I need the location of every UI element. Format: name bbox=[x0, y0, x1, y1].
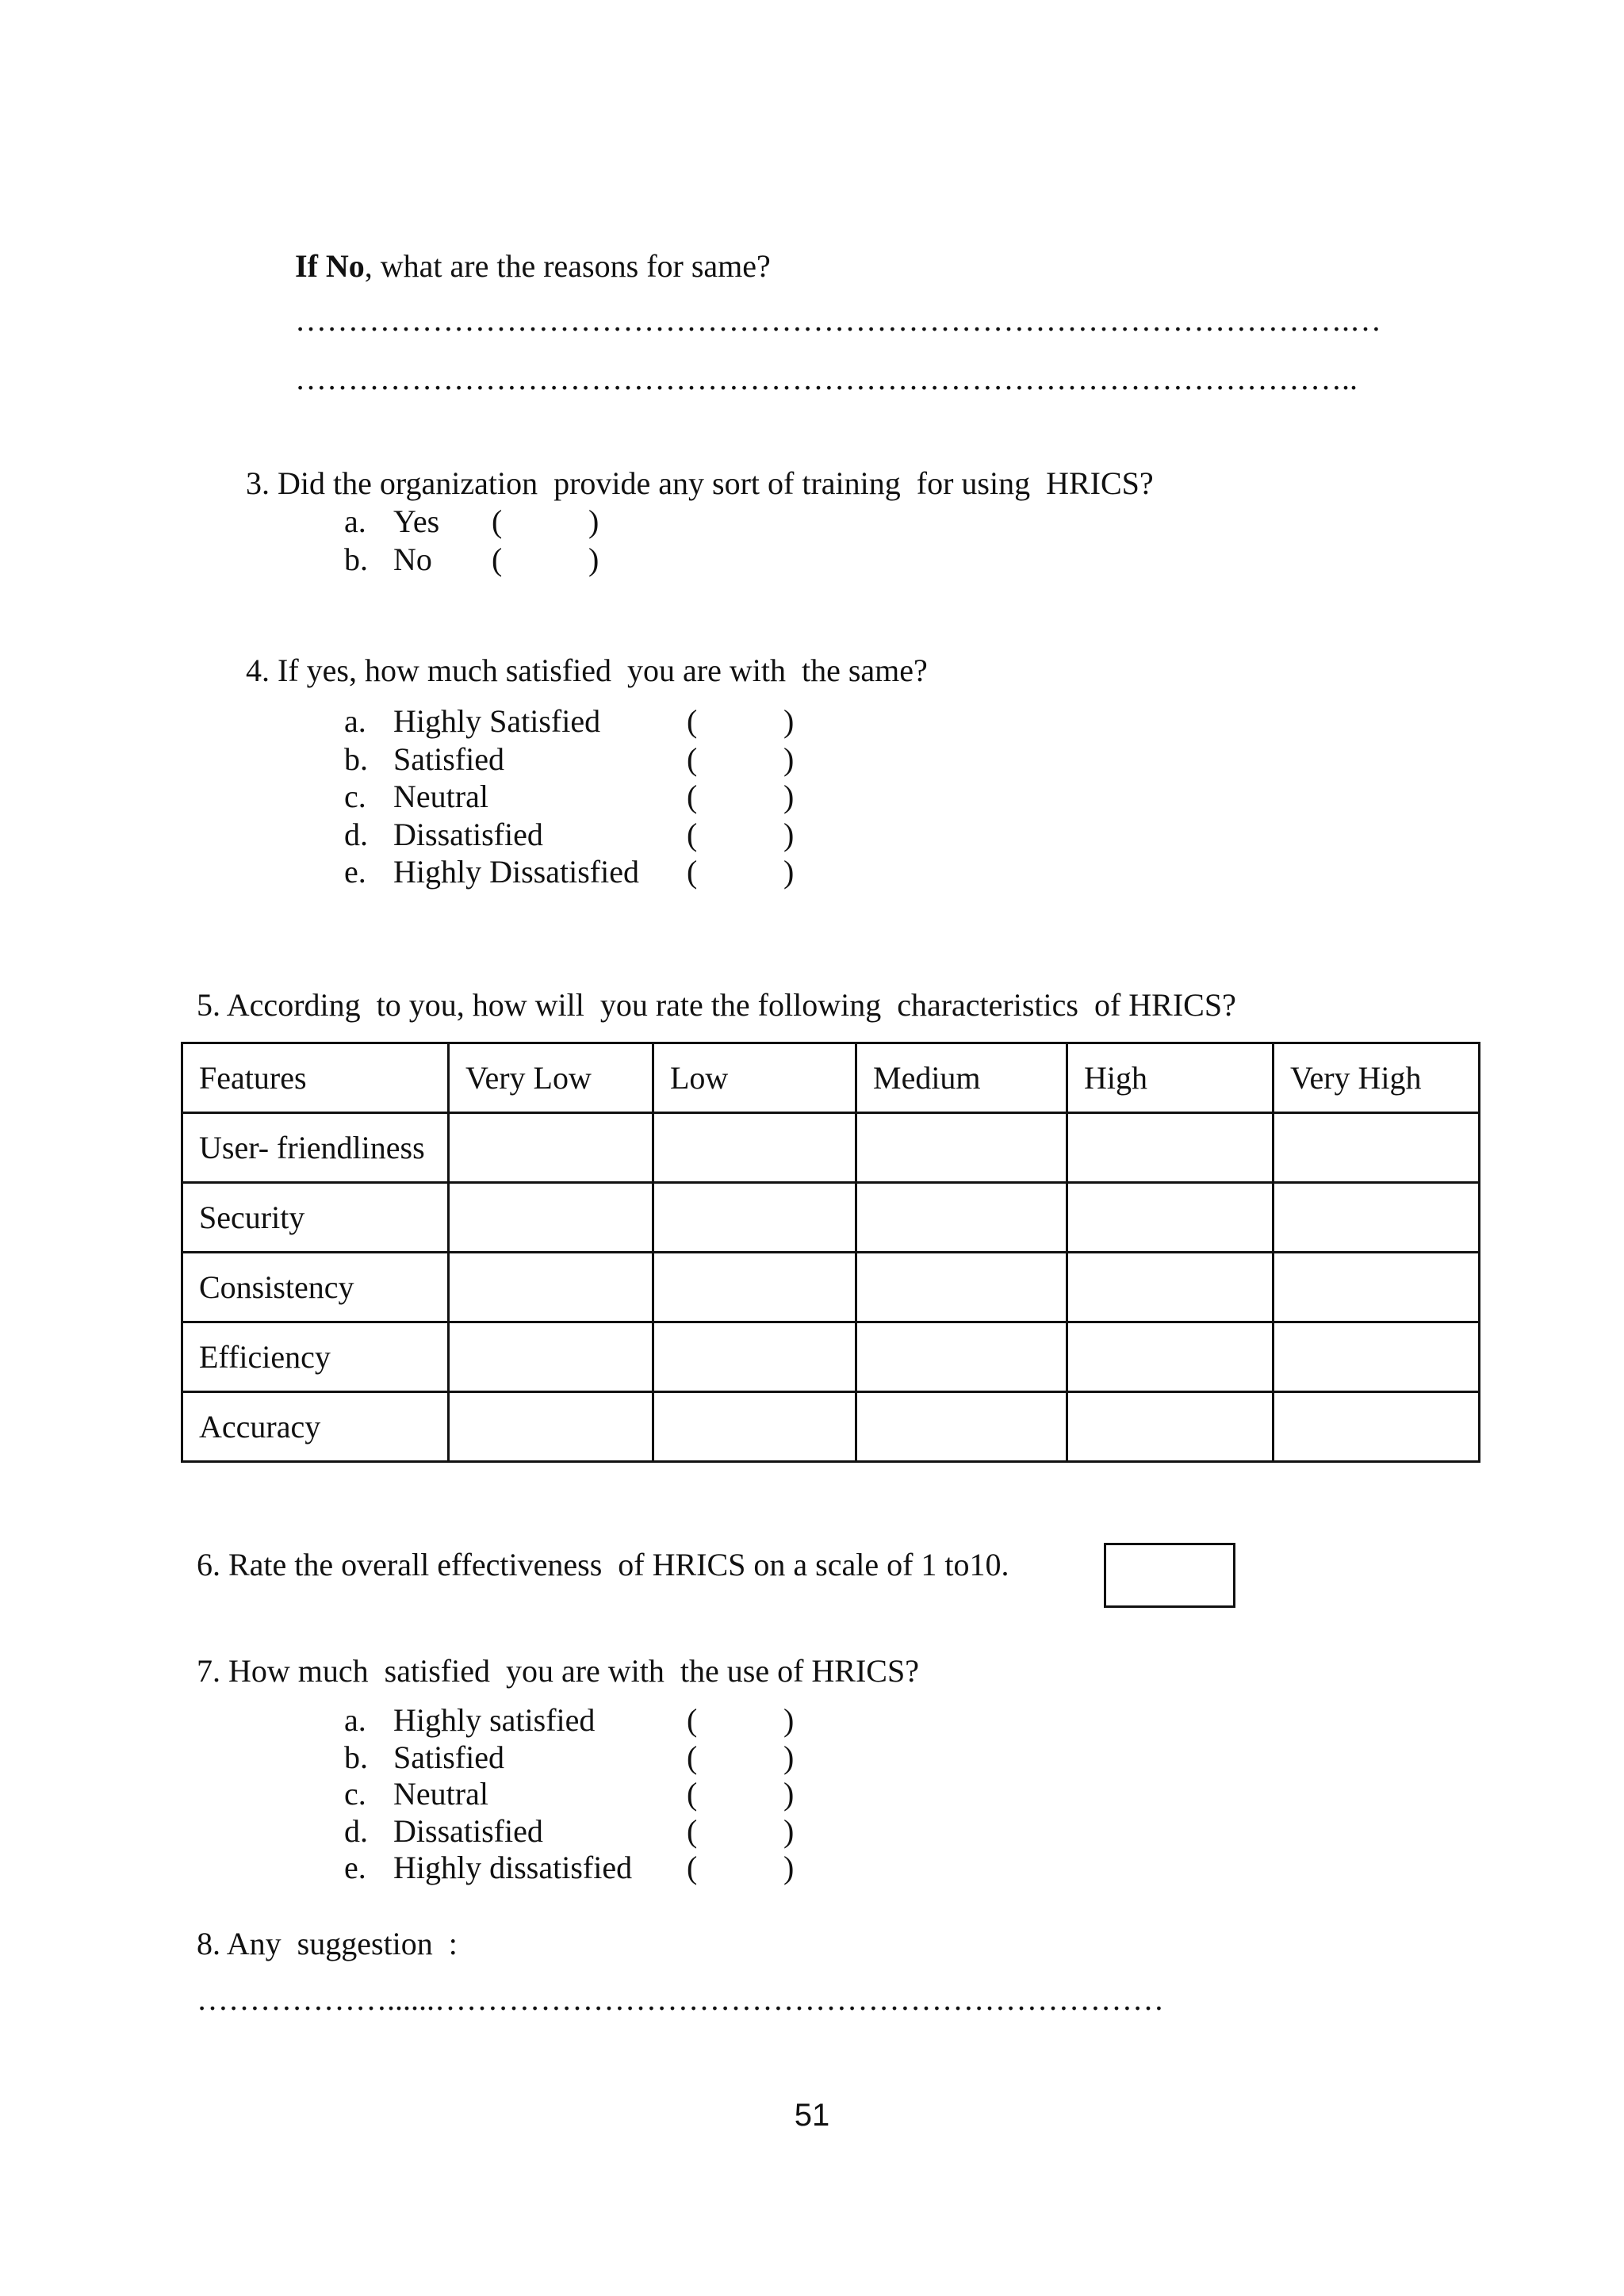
q5-question: 5. According to you, how will you rate the following characteristics of HRICS? bbox=[197, 987, 1236, 1023]
checkbox-close-paren[interactable]: ) bbox=[783, 740, 795, 777]
rating-cell[interactable] bbox=[449, 1113, 653, 1183]
checkbox-close-paren[interactable]: ) bbox=[783, 1850, 795, 1885]
q3-question: 3. Did the organization provide any sort of training for using HRICS? bbox=[246, 465, 1154, 501]
checkbox-close-paren[interactable]: ) bbox=[588, 541, 599, 577]
header-very-high: Very High bbox=[1274, 1043, 1480, 1113]
option-letter: b. bbox=[344, 541, 368, 577]
rating-cell[interactable] bbox=[1067, 1253, 1274, 1322]
rating-cell[interactable] bbox=[1067, 1322, 1274, 1392]
table-row bbox=[182, 1392, 1480, 1462]
rating-cell[interactable] bbox=[1274, 1183, 1480, 1253]
table-row bbox=[182, 1183, 1480, 1253]
option-letter: e. bbox=[344, 1850, 366, 1885]
option-label: Dissatisfied bbox=[393, 1812, 543, 1849]
rating-cell[interactable] bbox=[856, 1392, 1067, 1462]
checkbox-close-paren[interactable]: ) bbox=[783, 779, 795, 814]
option-letter: b. bbox=[344, 740, 368, 777]
table-row bbox=[182, 1253, 1480, 1322]
rating-cell[interactable] bbox=[1274, 1392, 1480, 1462]
feature-cell: Accuracy bbox=[182, 1392, 449, 1462]
q2-followup-lead: If No bbox=[295, 248, 365, 284]
feature-cell: User- friendliness bbox=[182, 1113, 449, 1183]
option-label: Neutral bbox=[393, 1776, 488, 1812]
feature-cell: Efficiency bbox=[182, 1322, 449, 1392]
option-label: Highly satisfied bbox=[393, 1702, 596, 1738]
rating-cell[interactable] bbox=[856, 1183, 1067, 1253]
header-very-low: Very Low bbox=[449, 1043, 653, 1113]
rating-cell[interactable] bbox=[653, 1183, 856, 1253]
table-row bbox=[182, 1113, 1480, 1183]
option-letter: a. bbox=[344, 503, 366, 539]
rating-cell[interactable] bbox=[653, 1253, 856, 1322]
checkbox-close-paren[interactable]: ) bbox=[588, 503, 599, 539]
option-label: Satisfied bbox=[393, 740, 504, 777]
option-label: Satisfied bbox=[393, 1739, 504, 1775]
checkbox-open-paren[interactable]: ( bbox=[687, 740, 698, 777]
checkbox-close-paren[interactable]: ) bbox=[783, 854, 795, 890]
checkbox-open-paren[interactable]: ( bbox=[492, 541, 503, 577]
header-low: Low bbox=[653, 1043, 856, 1113]
table-header-row bbox=[182, 1043, 1480, 1113]
checkbox-close-paren[interactable]: ) bbox=[783, 816, 795, 852]
q7-question: 7. How much satisfied you are with the use of HRICS? bbox=[197, 1653, 919, 1689]
q8-answer-line[interactable]: ………………......…………………………………………………………… bbox=[197, 1984, 1164, 2015]
checkbox-open-paren[interactable]: ( bbox=[687, 779, 698, 814]
checkbox-open-paren[interactable]: ( bbox=[687, 816, 698, 852]
header-medium: Medium bbox=[856, 1043, 1067, 1113]
option-letter: c. bbox=[344, 779, 366, 814]
q4-question: 4. If yes, how much satisfied you are with the same? bbox=[246, 652, 928, 688]
checkbox-close-paren[interactable]: ) bbox=[783, 1739, 795, 1775]
q2-answer-line-1[interactable]: ……………………………………………………………………………………….… bbox=[295, 304, 1381, 336]
checkbox-open-paren[interactable]: ( bbox=[687, 1776, 698, 1812]
checkbox-open-paren[interactable]: ( bbox=[492, 503, 503, 539]
rating-cell[interactable] bbox=[1274, 1113, 1480, 1183]
checkbox-open-paren[interactable]: ( bbox=[687, 1850, 698, 1885]
option-label: Dissatisfied bbox=[393, 816, 543, 852]
option-letter: d. bbox=[344, 1812, 368, 1849]
option-label: Yes bbox=[393, 503, 440, 539]
q2-followup-text: , what are the reasons for same? bbox=[364, 248, 771, 284]
rating-cell[interactable] bbox=[856, 1113, 1067, 1183]
checkbox-open-paren[interactable]: ( bbox=[687, 1739, 698, 1775]
header-features: Features bbox=[182, 1043, 449, 1113]
rating-cell[interactable] bbox=[653, 1322, 856, 1392]
rating-cell[interactable] bbox=[1067, 1183, 1274, 1253]
table-row bbox=[182, 1322, 1480, 1392]
option-letter: d. bbox=[344, 816, 368, 852]
option-label: Neutral bbox=[393, 779, 488, 814]
rating-cell[interactable] bbox=[1274, 1253, 1480, 1322]
rating-cell[interactable] bbox=[449, 1183, 653, 1253]
rating-cell[interactable] bbox=[449, 1322, 653, 1392]
option-label: Highly Dissatisfied bbox=[393, 854, 639, 890]
checkbox-open-paren[interactable]: ( bbox=[687, 854, 698, 890]
option-label: Highly dissatisfied bbox=[393, 1850, 633, 1885]
q2-answer-line-2[interactable]: ……………………………………………………………………………………….. bbox=[295, 363, 1358, 395]
option-letter: a. bbox=[344, 1702, 366, 1738]
rating-cell[interactable] bbox=[856, 1253, 1067, 1322]
header-high: High bbox=[1067, 1043, 1274, 1113]
option-letter: a. bbox=[344, 703, 366, 739]
option-letter: b. bbox=[344, 1739, 368, 1775]
rating-cell[interactable] bbox=[1274, 1322, 1480, 1392]
q6-question: 6. Rate the overall effectiveness of HRICS on a scale of 1 to10. bbox=[197, 1547, 1009, 1582]
option-letter: e. bbox=[344, 854, 366, 890]
checkbox-close-paren[interactable]: ) bbox=[783, 1702, 795, 1738]
option-label: Highly Satisfied bbox=[393, 703, 601, 739]
page-number: 51 bbox=[794, 2098, 830, 2133]
feature-cell: Security bbox=[182, 1183, 449, 1253]
checkbox-close-paren[interactable]: ) bbox=[783, 1776, 795, 1812]
q2-followup-prompt bbox=[295, 248, 771, 284]
rating-cell[interactable] bbox=[653, 1392, 856, 1462]
rating-cell[interactable] bbox=[856, 1322, 1067, 1392]
rating-cell[interactable] bbox=[449, 1392, 653, 1462]
checkbox-open-paren[interactable]: ( bbox=[687, 1812, 698, 1849]
rating-cell[interactable] bbox=[1067, 1392, 1274, 1462]
checkbox-close-paren[interactable]: ) bbox=[783, 1812, 795, 1849]
option-letter: c. bbox=[344, 1776, 366, 1812]
score-input-box[interactable] bbox=[1104, 1543, 1235, 1608]
rating-cell[interactable] bbox=[1067, 1113, 1274, 1183]
rating-cell[interactable] bbox=[449, 1253, 653, 1322]
feature-cell: Consistency bbox=[182, 1253, 449, 1322]
checkbox-open-paren[interactable]: ( bbox=[687, 703, 698, 739]
checkbox-close-paren[interactable]: ) bbox=[783, 703, 795, 739]
q8-question: 8. Any suggestion : bbox=[197, 1926, 458, 1961]
ratings-table bbox=[181, 1042, 1480, 1463]
checkbox-open-paren[interactable]: ( bbox=[687, 1702, 698, 1738]
rating-cell[interactable] bbox=[653, 1113, 856, 1183]
option-label: No bbox=[393, 541, 432, 577]
